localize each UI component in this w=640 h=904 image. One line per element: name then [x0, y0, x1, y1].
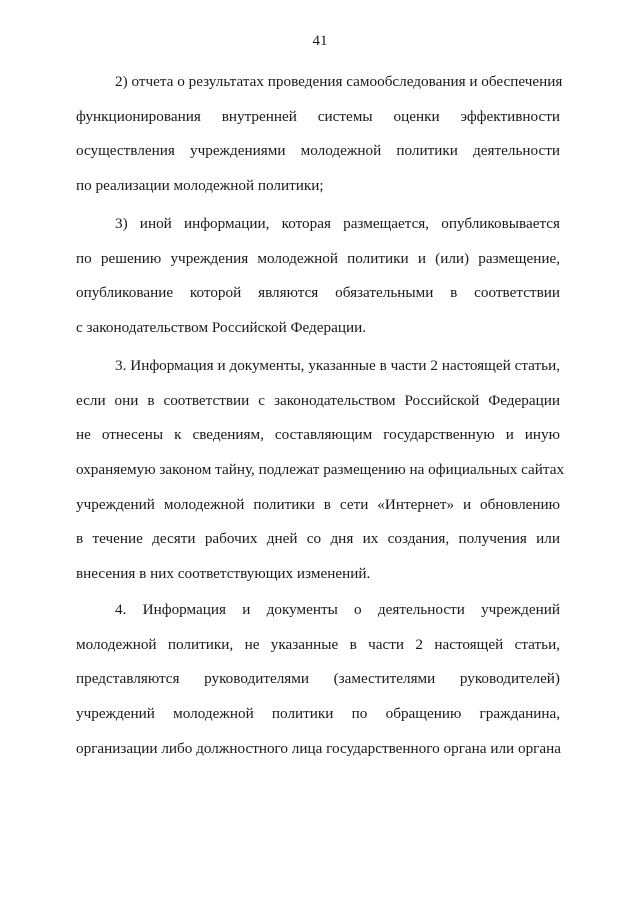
text-line: 4. Информация и документы о деятельности учреждений [115, 601, 560, 618]
text-line: представляются руководителями (заместителями руководителей) [76, 670, 560, 688]
text-line: 3) иной информации, которая размещается, опубликовывается [115, 215, 560, 232]
text-line: 3. Информация и документы, указанные в части 2 настоящей статьи, [115, 357, 560, 374]
text-line: в течение десяти рабочих дней со дня их создания, получения или [76, 530, 560, 548]
text-line: учреждений молодежной политики по обращению гражданина, [76, 705, 560, 723]
text-line: по реализации молодежной политики; [76, 177, 324, 195]
paragraph-item-3 [76, 214, 560, 353]
text-line: с законодательством Российской Федерации. [76, 319, 367, 337]
text-line: молодежной политики, не указанные в части 2 настоящей статьи, [76, 635, 560, 653]
text-line: по решению учреждения молодежной политики и (или) размещение, [76, 249, 560, 267]
paragraph-item-2 [76, 72, 563, 211]
text-line: опубликование которой являются обязательными в соответствии [76, 284, 560, 302]
text-line: учреждений молодежной политики в сети «Интернет» и обновлению [76, 495, 560, 513]
text-line: если они в соответствии с законодательством Российской Федерации [76, 391, 560, 409]
paragraph-section-4 [76, 600, 560, 773]
text-line: осуществления учреждениями молодежной политики деятельности [76, 142, 560, 160]
text-line: функционирования внутренней системы оценки эффективности [76, 107, 560, 125]
text-line: охраняемую законом тайну, подлежат размещению на официальных сайтах [76, 461, 565, 479]
page-number: 41 [312, 33, 328, 49]
text-line: внесения в них соответствующих изменений. [76, 565, 371, 583]
text-line: не отнесены к сведениям, составляющим государственную и иную [76, 426, 560, 444]
text-line: 2) отчета о результатах проведения самообследования и обеспечения [115, 73, 563, 90]
text-line: организации либо должностного лица государственного органа или органа [76, 739, 561, 757]
paragraph-section-3 [76, 356, 565, 599]
